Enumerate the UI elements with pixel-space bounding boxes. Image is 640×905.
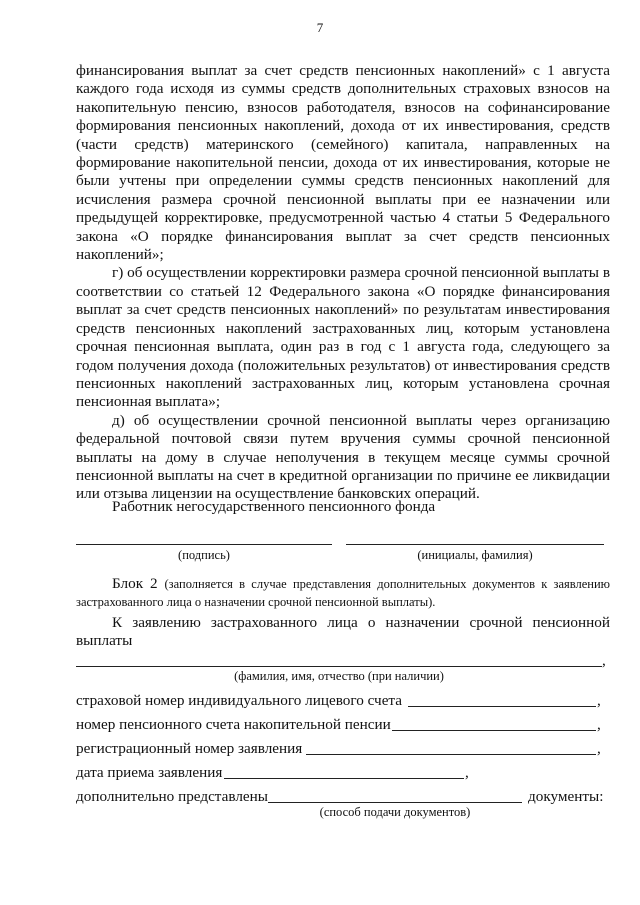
body-text — [76, 62, 610, 504]
page-number: 7 — [316, 20, 324, 35]
reg-number-label: регистрационный номер заявления — [76, 740, 303, 757]
date-line[interactable] — [224, 778, 464, 779]
extra-line[interactable] — [268, 802, 522, 803]
snils-label: страховой номер индивидуального лицевого счета — [76, 692, 402, 709]
account-label: номер пенсионного счета накопительной пенсии — [76, 716, 391, 733]
method-caption: (способ подачи документов) — [319, 805, 471, 819]
fio-line[interactable] — [76, 666, 602, 667]
to-application: К заявлению застрахованного лица о назначении срочной пенсионной выплаты — [76, 614, 610, 650]
extra-label: дополнительно представлены — [76, 788, 268, 805]
fio-caption: (фамилия, имя, отчество (при наличии) — [234, 669, 444, 683]
signature-caption: (подпись) — [178, 548, 230, 562]
reg-number-line[interactable] — [306, 754, 596, 755]
paragraph-d: д) об осуществлении срочной пенсионной выплаты через организацию федеральной почтовой связи путем вручения суммы срочной пенсионной выплаты на дому в случае неполучения в текущем месяце суммы срочной пенсионной выплаты на счет в кредитной организации по причине ее ликвидации или отзыва лицензии на осуществление банковских операций. — [76, 411, 610, 503]
initials-caption: (инициалы, фамилия) — [417, 548, 533, 562]
paragraph-continuation: финансирования выплат за счет средств пенсионных накоплений» с 1 августа каждого года исходя из суммы средств дополнительных страховых взносов на накопительную пенсию, взносов работодателя, взносов на софинансирование формирования пенсионных накоплений, дохода от их инвестирования, средств (части средств) материнского (семейного) капитала, направленных на формирование накопительной пенсии, дохода от их инвестирования, которые не были учтены при определении суммы средств пенсионных накоплений для исчисления размера срочной пенсионной выплаты при ее назначении или предыдущей корректировке, предусмотренной частью 4 статьи 5 Федерального закона «О порядке финансирования выплат за счет средств пенсионных накоплений»; — [76, 62, 610, 264]
block2-heading — [76, 575, 610, 611]
account-line[interactable] — [392, 730, 596, 731]
snils-line[interactable] — [408, 706, 596, 707]
date-comma: , — [465, 764, 469, 781]
signature-line[interactable] — [76, 544, 332, 545]
date-label: дата приема заявления — [76, 764, 223, 781]
account-comma: , — [597, 716, 601, 733]
to-application-text — [76, 614, 610, 651]
snils-comma: , — [597, 692, 601, 709]
initials-line[interactable] — [346, 544, 604, 545]
paragraph-g: г) об осуществлении корректировки размера срочной пенсионной выплаты в соответствии со статьей 12 Федерального закона «О порядке финансирования выплат за счет средств пенсионных накоплений» по результатам инвестирования средств пенсионных накоплений застрахованных лиц, которым установлена срочная пенсионная выплата, один раз в год с 1 августа года, следующего за годом получения дохода (положительных результатов) от инвестирования средств пенсионных накоплений застрахованных лиц, которым установлена срочная пенсионная выплата»; — [76, 264, 610, 411]
reg-number-comma: , — [597, 740, 601, 757]
worker-label: Работник негосударственного пенсионного фонда — [112, 498, 436, 515]
block2-title: Блок 2 — [112, 575, 158, 592]
extra-tail: документы: — [528, 788, 604, 805]
fio-comma: , — [602, 652, 606, 669]
block2-note: (заполняется в случае представления дополнительных документов к заявлению застрахованного лица о назначении срочной пенсионной выплаты). — [76, 577, 611, 609]
